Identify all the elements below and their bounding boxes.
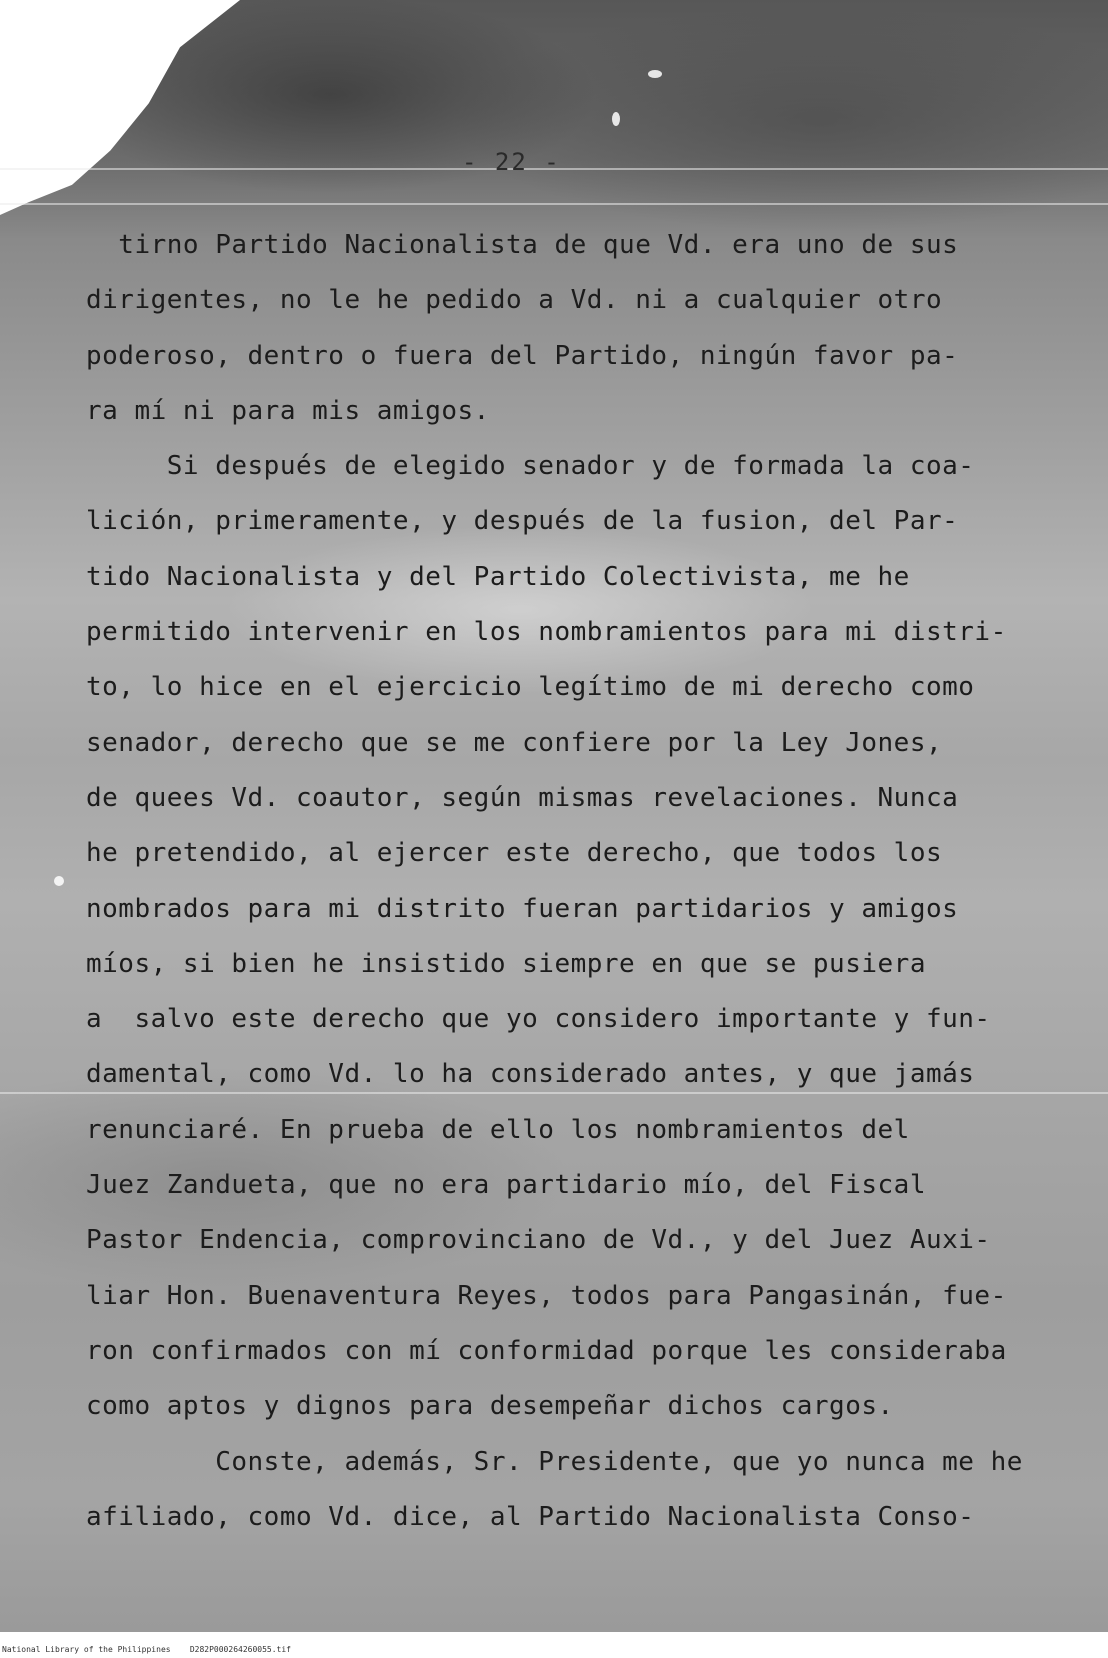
text-line: Pastor Endencia, comprovinciano de Vd., y del Juez Auxi- xyxy=(86,1225,991,1256)
text-line: tirno Partido Nacionalista de que Vd. era uno de sus xyxy=(86,230,959,260)
text-line: damental, como Vd. lo ha considerado antes, y que jamás xyxy=(86,1059,975,1090)
text-line: senador, derecho que se me confiere por la Ley Jones, xyxy=(86,727,943,758)
paper-speck xyxy=(54,876,64,886)
text-line: permitido intervenir en los nombramientos para mi distri- xyxy=(86,617,1007,648)
text-line: míos, si bien he insistido siempre en que se pusiera xyxy=(86,948,926,979)
archive-footer: National Library of the Philippines D282P000264260055.tif xyxy=(2,1645,291,1654)
text-line: nombrados para mi distrito fueran partidarios y amigos xyxy=(86,893,959,924)
text-line: renunciaré. En prueba de ello los nombramientos del xyxy=(86,1114,910,1145)
torn-corner xyxy=(0,0,240,215)
paper-speck xyxy=(612,112,620,126)
text-line: de quees Vd. coautor, según mismas revelaciones. Nunca xyxy=(86,782,959,813)
text-line: tido Nacionalista y del Partido Colectivista, me he xyxy=(86,561,910,592)
text-line: dirigentes, no le he pedido a Vd. ni a cualquier otro xyxy=(86,285,943,316)
text-line: afiliado, como Vd. dice, al Partido Nacionalista Conso- xyxy=(86,1501,975,1532)
text-line: a salvo este derecho que yo considero importante y fun- xyxy=(86,1004,991,1035)
paper-speck xyxy=(648,70,662,78)
text-line: ra mí ni para mis amigos. xyxy=(86,395,490,426)
text-line: liar Hon. Buenaventura Reyes, todos para Pangasinán, fue- xyxy=(86,1280,1007,1311)
text-line: como aptos y dignos para desempeñar dichos cargos. xyxy=(86,1391,894,1422)
text-line: Conste, además, Sr. Presidente, que yo nunca me he xyxy=(86,1446,1023,1477)
text-line: to, lo hice en el ejercicio legítimo de mi derecho como xyxy=(86,672,975,703)
page-number: - 22 - xyxy=(462,148,561,176)
text-line: poderoso, dentro o fuera del Partido, ningún favor pa- xyxy=(86,340,959,371)
text-line: ron confirmados con mí conformidad porque les consideraba xyxy=(86,1335,1007,1366)
text-line: he pretendido, al ejercer este derecho, que todos los xyxy=(86,838,943,869)
fold-line xyxy=(0,203,1108,205)
letter-body xyxy=(86,218,1076,1545)
text-line: lición, primeramente, y después de la fusion, del Par- xyxy=(86,506,959,537)
text-line: Juez Zandueta, que no era partidario mío, del Fiscal xyxy=(86,1170,926,1201)
text-line: Si después de elegido senador y de formada la coa- xyxy=(86,451,975,482)
